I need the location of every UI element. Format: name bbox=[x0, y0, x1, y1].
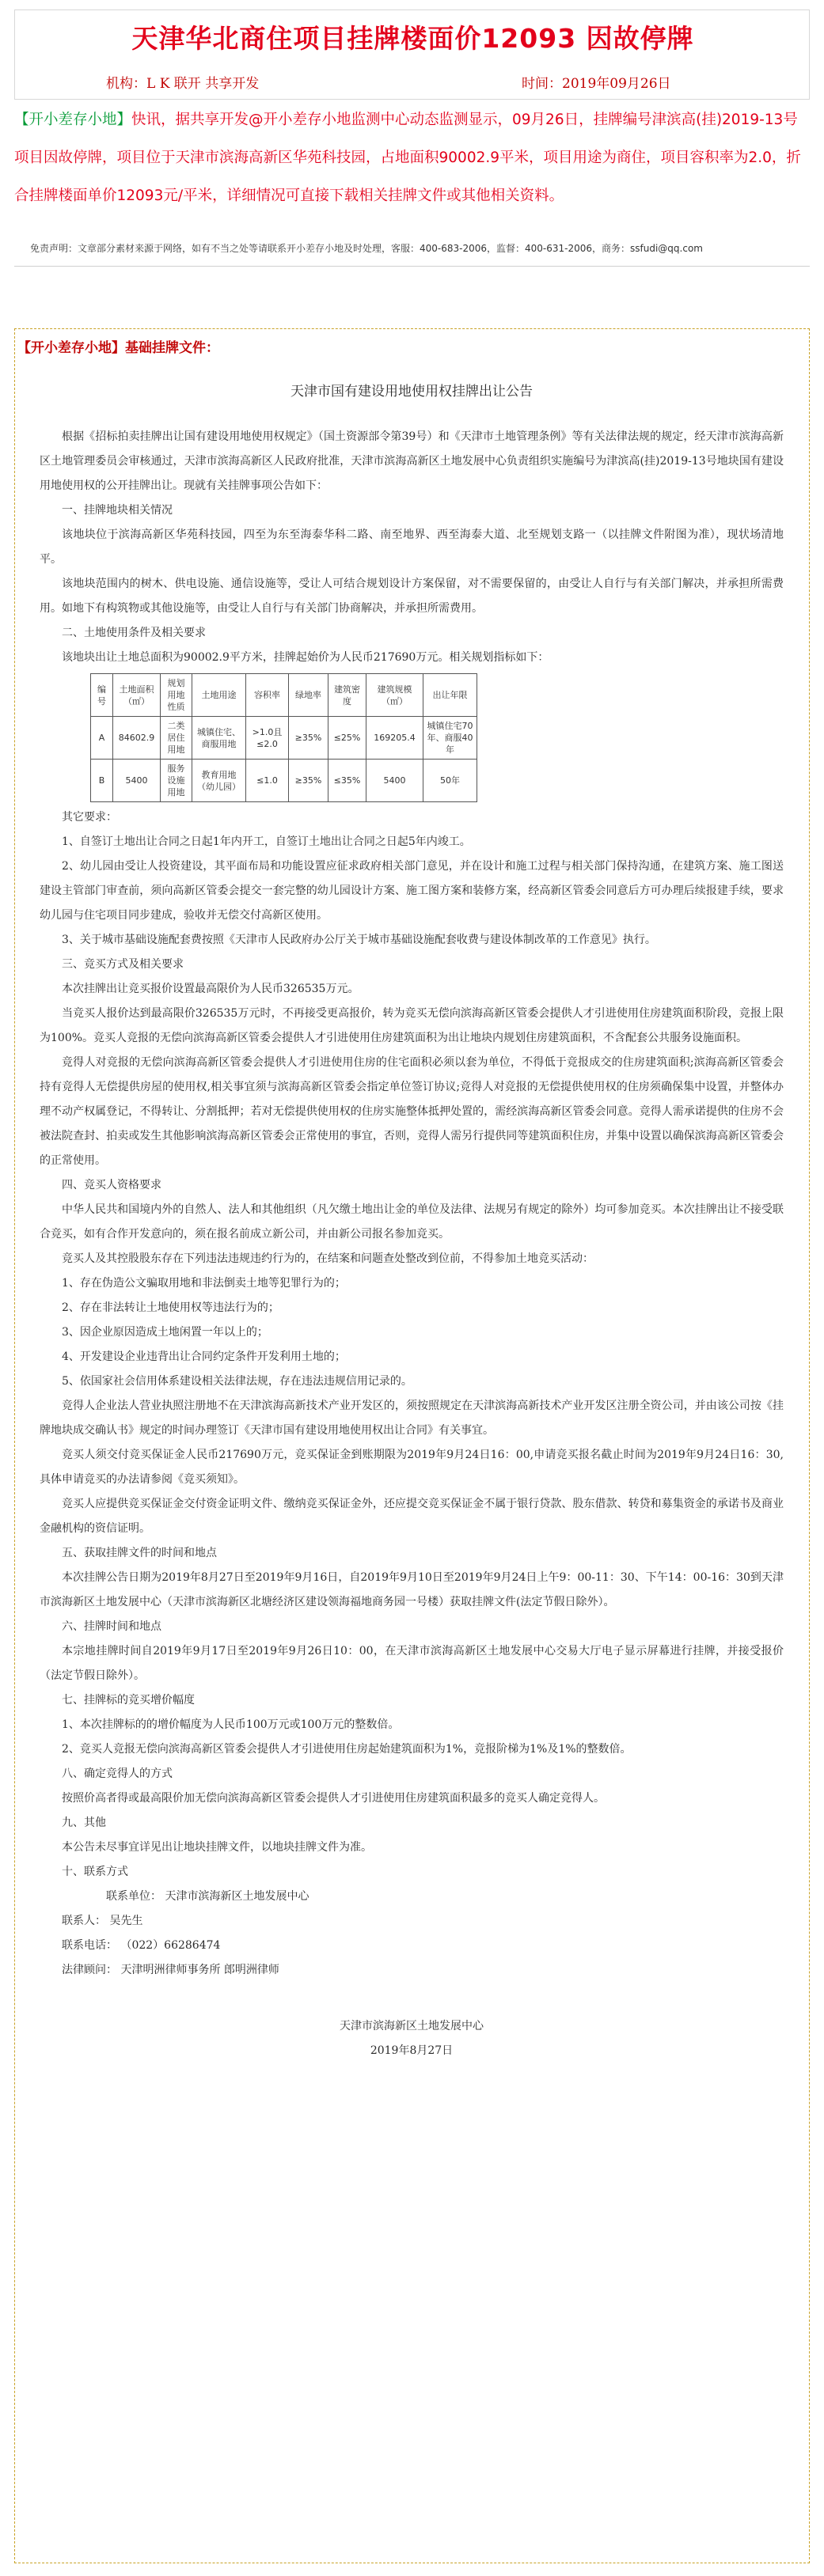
table-cell: 5400 bbox=[366, 760, 423, 802]
table-header-row bbox=[91, 674, 477, 717]
signature-org: 天津市滨海新区土地发展中心 bbox=[340, 2020, 484, 2032]
paragraph: 2、幼儿园由受让人投资建设，其平面布局和功能设置应征求政府相关部门意见，并在设计和施工过程与相关部门保持沟通，在建筑方案、施工图送建设主管部门审查前，须向高新区管委会提交一套完整的幼儿园设计方案、施工图方案和装修方案，经高新区管委会同意后方可办理后续报建手续，要求幼儿园与住宅项目同步建成，验收并无偿交付高新区使用。 bbox=[40, 860, 784, 922]
paragraph: 本公告未尽事宜详见出让地块挂牌文件，以地块挂牌文件为准。 bbox=[62, 1841, 372, 1854]
document-title: 天津市国有建设用地使用权挂牌出让公告 bbox=[290, 384, 533, 400]
table-row bbox=[91, 760, 477, 802]
signature-block bbox=[40, 2014, 784, 2063]
meta-line bbox=[15, 70, 811, 93]
paragraph: 本次挂牌出让竞买报价设置最高限价为人民币326535万元。 bbox=[62, 983, 359, 995]
table-cell: 5400 bbox=[113, 760, 161, 802]
paragraph: 其它要求： bbox=[62, 811, 117, 824]
paragraph: 竞买人应提供竞买保证金交付资金证明文件、缴纳竞买保证金外，还应提交竞买保证金不属于银行贷款、股东借款、转贷和募集资金的承诺书及商业金融机构的资信证明。 bbox=[40, 1498, 784, 1535]
table-row bbox=[91, 717, 477, 760]
table-cell: A bbox=[91, 717, 113, 760]
table-cell: 二类居住用地 bbox=[161, 717, 192, 760]
intro-paragraph: 根据《招标拍卖挂牌出让国有建设用地使用权规定》（国土资源部令第39号）和《天津市土地管理条例》等有关法律法规的规定，经天津市滨海高新区土地管理委员会审核通过，天津市滨海高新区人民政府批准，天津市滨海高新区土地发展中心负责组织实施编号为津滨高(挂)2019-13号地块国有建设用地使用权的公开挂牌出让。现就有关挂牌事项公告如下： bbox=[40, 430, 784, 492]
paragraph: 3、关于城市基础设施配套费按照《天津市人民政府办公厅关于城市基础设施配套收费与建设体制改革的工作意见》执行。 bbox=[62, 934, 656, 946]
section-heading: 三、竞买方式及相关要求 bbox=[62, 958, 184, 971]
table-cell: ≤1.0 bbox=[246, 760, 289, 802]
table-header-cell: 建筑规模（㎡） bbox=[366, 674, 423, 717]
table-cell: ≥35% bbox=[289, 717, 328, 760]
lede-text: 快讯，据共享开发@开小差存小地监测中心动态监测显示，09月26日，挂牌编号津滨高(挂)2019-13号项目因故停牌，项目位于天津市滨海高新区华苑科技园，占地面积90002.9平米，项目用途为商住，项目容积率为2.0，折合挂牌楼面单价12093元/平米，详细情况可直接下载相关挂牌文件或其他相关资料。 bbox=[14, 112, 801, 204]
divider bbox=[14, 266, 810, 267]
section-heading: 四、竞买人资格要求 bbox=[62, 1179, 161, 1191]
section-heading: 七、挂牌标的竞买增价幅度 bbox=[62, 1694, 195, 1707]
meta-org: 机构：L K 联开 共享开发 bbox=[106, 76, 260, 92]
paragraph: 本次挂牌公告日期为2019年8月27日至2019年9月16日，自2019年9月10日至2019年9月24日上午9：00-11：30、下午14：00-16：30到天津市滨海新区土地发展中心（天津市滨海新区北塘经济区建设领海福地商务园一号楼）获取挂牌文件(法定节假日除外）。 bbox=[40, 1571, 784, 1608]
paragraph: 该地块出让土地总面积为90002.9平方米，挂牌起始价为人民币217690万元。相关规划指标如下： bbox=[62, 651, 549, 664]
paragraph: 当竞买人报价达到最高限价326535万元时，不再接受更高报价，转为竞买无偿向滨海高新区管委会提供人才引进使用住房建筑面积阶段，竞报上限为100%。竞买人竞报的无偿向滨海高新区管委会提供人才引进使用住房建筑面积为出让地块内规划住房建筑面积，不含配套公共服务设施面积。 bbox=[40, 1007, 784, 1044]
paragraph: 该地块位于滨海高新区华苑科技园，四至为东至海泰华科二路、南至地界、西至海泰大道、北至规划支路一（以挂牌文件附图为准），现状场清地平。 bbox=[40, 528, 784, 566]
paragraph: 按照价高者得或最高限价加无偿向滨海高新区管委会提供人才引进使用住房建筑面积最多的竞买人确定竞得人。 bbox=[62, 1792, 605, 1805]
section-heading: 五、获取挂牌文件的时间和地点 bbox=[62, 1547, 217, 1559]
contact-phone: 联系电话： （022）66286474 bbox=[62, 1939, 221, 1952]
list-item: 2、存在非法转让土地使用权等违法行为的； bbox=[62, 1301, 279, 1314]
contact-unit: 联系单位： 天津市滨海新区土地发展中心 bbox=[106, 1890, 309, 1903]
list-item: 4、开发建设企业违背出让合同约定条件开发利用土地的； bbox=[62, 1351, 346, 1363]
table-header-cell: 建筑密度 bbox=[328, 674, 366, 717]
headline: 天津华北商住项目挂牌楼面价12093 因故停牌 bbox=[131, 23, 694, 54]
table-cell: 50年 bbox=[423, 760, 477, 802]
table-header-cell: 容积率 bbox=[246, 674, 289, 717]
table-cell: 教育用地（幼儿园） bbox=[192, 760, 246, 802]
table-cell: 城镇住宅、商服用地 bbox=[192, 717, 246, 760]
table-header-cell: 土地用途 bbox=[192, 674, 246, 717]
table-cell: 169205.4 bbox=[366, 717, 423, 760]
paragraph: 竞得人企业法人营业执照注册地不在天津滨海高新技术产业开发区的，须按照规定在天津滨海高新技术产业开发区注册全资公司，并由该公司按《挂牌地块成交确认书》规定的时间办理签订《天津市国有建设用地使用权出让合同》有关事宜。 bbox=[40, 1400, 784, 1437]
table-header-cell: 规划用地性质 bbox=[161, 674, 192, 717]
contact-legal: 法律顾问： 天津明洲律师事务所 郎明洲律师 bbox=[62, 1964, 279, 1976]
table-cell: >1.0且≤2.0 bbox=[246, 717, 289, 760]
table-cell: 服务设施用地 bbox=[161, 760, 192, 802]
table-header-cell: 绿地率 bbox=[289, 674, 328, 717]
section-heading: 十、联系方式 bbox=[62, 1866, 128, 1878]
disclaimer: 免责声明：文章部分素材来源于网络，如有不当之处等请联系开小差存小地及时处理，客服：400-683-2006，监督：400-631-2006，商务：ssfudi@qq.com bbox=[30, 243, 703, 254]
section-heading: 九、其他 bbox=[62, 1816, 106, 1829]
section-heading: 六、挂牌时间和地点 bbox=[62, 1620, 161, 1633]
paragraph: 1、本次挂牌标的的增价幅度为人民币100万元或100万元的整数倍。 bbox=[62, 1718, 400, 1731]
section-heading: 二、土地使用条件及相关要求 bbox=[62, 627, 206, 639]
paragraph: 2、竞买人竞报无偿向滨海高新区管委会提供人才引进使用住房起始建筑面积为1%，竞报阶梯为1%及1%的整数倍。 bbox=[62, 1743, 632, 1756]
list-item: 5、依国家社会信用体系建设相关法律法规，存在违法违规信用记录的。 bbox=[62, 1375, 412, 1388]
section-heading: 一、挂牌地块相关情况 bbox=[62, 504, 173, 517]
paragraph: 竞买人及其控股股东存在下列违法违规违约行为的，在结案和问题查处整改到位前，不得参加土地竞买活动： bbox=[62, 1252, 594, 1265]
table-cell: ≤35% bbox=[328, 760, 366, 802]
table-header-cell: 出让年限 bbox=[423, 674, 477, 717]
list-item: 3、因企业原因造成土地闲置一年以上的； bbox=[62, 1326, 268, 1339]
announcement-document bbox=[40, 372, 784, 2063]
paragraph: 竞买人须交付竞买保证金人民币217690万元，竞买保证金到账期限为2019年9月24日16：00,申请竞买报名截止时间为2019年9月24日16：30,具体申请竞买的办法请参阅《竞买须知》。 bbox=[40, 1449, 784, 1486]
section-heading: 八、确定竞得人的方式 bbox=[62, 1767, 173, 1780]
lede-paragraph bbox=[14, 101, 810, 215]
paragraph: 1、自签订土地出让合同之日起1年内开工，自签订土地出让合同之日起5年内竣工。 bbox=[62, 835, 471, 848]
contact-person: 联系人： 吴先生 bbox=[62, 1915, 143, 1927]
table-cell: 城镇住宅70年、商服40年 bbox=[423, 717, 477, 760]
table-cell: 84602.9 bbox=[113, 717, 161, 760]
lede-tag: 【开小差存小地】 bbox=[14, 112, 132, 128]
table-cell: ≥35% bbox=[289, 760, 328, 802]
table-cell: B bbox=[91, 760, 113, 802]
meta-time: 时间：2019年09月26日 bbox=[522, 76, 671, 92]
title-block bbox=[14, 9, 810, 100]
table-cell: ≤25% bbox=[328, 717, 366, 760]
paragraph: 中华人民共和国境内外的自然人、法人和其他组织（凡欠缴土地出让金的单位及法律、法规另有规定的除外）均可参加竞买。本次挂牌出让不接受联合竞买，如有合作开发意向的，须在报名前成立新公司，并由新公司报名参加竞买。 bbox=[40, 1203, 784, 1241]
paragraph: 本宗地挂牌时间自2019年9月17日至2019年9月26日10：00，在天津市滨海高新区土地发展中心交易大厅电子显示屏幕进行挂牌，并接受报价（法定节假日除外）。 bbox=[40, 1645, 784, 1682]
signature-date: 2019年8月27日 bbox=[370, 2044, 454, 2057]
list-item: 1、存在伪造公文骗取用地和非法倒卖土地等犯罪行为的； bbox=[62, 1277, 346, 1290]
table-header-cell: 土地面积（㎡） bbox=[113, 674, 161, 717]
paragraph: 竞得人对竞报的无偿向滨海高新区管委会提供人才引进使用住房的住宅面积必须以套为单位，不得低于竞报成交的住房建筑面积;滨海高新区管委会持有竞得人无偿提供房屋的使用权,相关事宜须与滨海高新区管委会指定单位签订协议;竞得人对竞报的无偿提供使用权的住房须确保集中设置，并整体办理不动产权属登记，不得转让、分割抵押；若对无偿提供使用权的住房实施整体抵押处置的，需经滨海高新区管委会同意。竞得人需承诺提供的住房不会被法院查封、拍卖或发生其他影响滨海高新区管委会正常使用的事宜，否则，竞得人需另行提供同等建筑面积住房，并集中设置以确保滨海高新区管委会的正常使用。 bbox=[40, 1056, 784, 1167]
table-header-cell: 编号 bbox=[91, 674, 113, 717]
planning-indicators-table bbox=[90, 673, 477, 802]
paragraph: 该地块范围内的树木、供电设施、通信设施等，受让人可结合规划设计方案保留，对不需要保留的，由受让人自行与有关部门解决，并承担所需费用。如地下有构筑物或其他设施等，由受让人自行与有关部门协商解决，并承担所需费用。 bbox=[40, 578, 784, 615]
document-header: 【开小差存小地】基础挂牌文件： bbox=[17, 340, 219, 356]
